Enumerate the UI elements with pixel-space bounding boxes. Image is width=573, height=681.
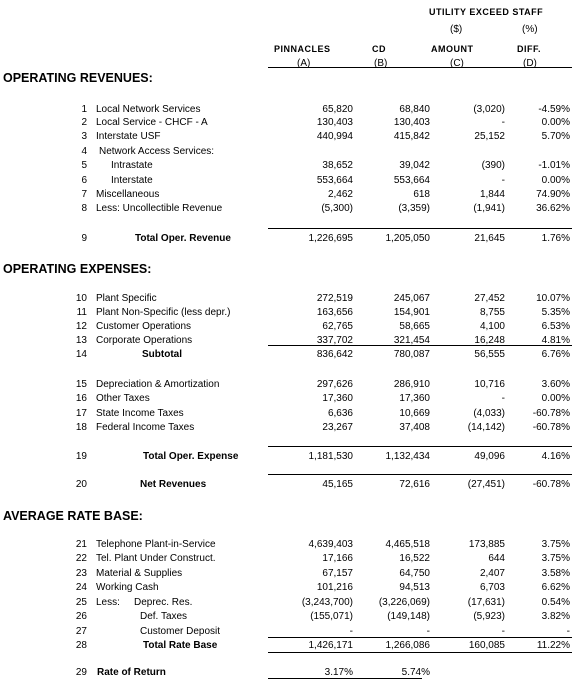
header-super-title: UTILITY EXCEED STAFF	[429, 7, 544, 17]
row-value-d: 0.54%	[541, 597, 570, 608]
row-value-b: -	[426, 626, 430, 637]
row-value-b: 37,408	[399, 422, 430, 433]
header-underline	[268, 67, 572, 68]
row-label: Interstate USF	[96, 131, 161, 142]
row-value-d: 11.22%	[536, 640, 570, 651]
row-value-d: 4.16%	[541, 451, 570, 462]
row-number: 25	[75, 597, 87, 608]
row-value-d: 6.76%	[541, 349, 570, 360]
row-label: Def. Taxes	[140, 611, 188, 622]
header-col-d: DIFF.	[517, 44, 541, 54]
row-value-a: 2,462	[327, 189, 353, 200]
row-label: Total Rate Base	[143, 640, 218, 651]
header-col-b: CD	[372, 44, 386, 54]
row-value-b: 154,901	[393, 307, 430, 318]
row-label: Customer Operations	[96, 321, 192, 332]
row-label: Telephone Plant-in-Service	[96, 539, 216, 550]
row-value-c: 644	[488, 553, 505, 564]
row-value-b: 1,266,086	[385, 640, 430, 651]
row-label: Material & Supplies	[96, 568, 183, 579]
row-label: Subtotal	[142, 349, 182, 360]
row-value-a: 3.17%	[324, 667, 353, 678]
row-value-c: 8,755	[479, 307, 505, 318]
row-value-a: 163,656	[316, 307, 353, 318]
row-value-b: 72,616	[399, 479, 430, 490]
row-number: 19	[75, 451, 87, 462]
row-value-b: 130,403	[393, 117, 430, 128]
row-value-a: 101,216	[316, 582, 353, 593]
header-unit-dollar: ($)	[450, 24, 463, 35]
row-value-d: 5.35%	[541, 307, 570, 318]
row-value-b: 245,067	[393, 293, 430, 304]
row-value-a: 836,642	[316, 349, 353, 360]
row-value-d: 3.82%	[541, 611, 570, 622]
row-value-d: -	[566, 626, 570, 637]
row-number: 11	[76, 307, 87, 318]
row-label: Depreciation & Amortization	[96, 379, 220, 390]
row-value-a: 1,226,695	[308, 233, 353, 244]
row-label: Working Cash	[96, 582, 159, 593]
row-value-a: (5,300)	[321, 203, 353, 214]
row-number: 20	[75, 479, 87, 490]
row-value-b: 5.74%	[401, 667, 430, 678]
row-label: Federal Income Taxes	[96, 422, 195, 433]
row-value-d: -60.78%	[532, 479, 570, 490]
row-value-a: 1,181,530	[308, 451, 353, 462]
row-value-c: 2,407	[479, 568, 505, 579]
rule-rate-base-bottom	[268, 652, 572, 653]
row-value-c: -	[501, 626, 505, 637]
row-value-d: -1.01%	[538, 160, 570, 171]
row-value-c: -	[501, 117, 505, 128]
section-average-rate-base: AVERAGE RATE BASE:	[3, 509, 143, 523]
row-value-c: (3,020)	[473, 104, 505, 115]
row-value-a: 440,994	[316, 131, 353, 142]
row-value-c: 21,645	[474, 233, 505, 244]
row-value-d: 5.70%	[541, 131, 570, 142]
row-number: 21	[75, 539, 87, 550]
row-number: 1	[81, 104, 87, 115]
row-value-d: 10.07%	[536, 293, 570, 304]
header-unit-pct: (%)	[522, 24, 538, 35]
row-value-a: 337,702	[316, 335, 353, 346]
row-value-c: 25,152	[474, 131, 505, 142]
row-value-a: 23,267	[322, 422, 353, 433]
row-label: Other Taxes	[96, 393, 150, 404]
row-number: 10	[75, 293, 87, 304]
row-label: Interstate	[111, 175, 153, 186]
row-value-d: 3.60%	[541, 379, 570, 390]
row-value-c: 27,452	[474, 293, 505, 304]
header-letter-a: (A)	[297, 58, 311, 69]
row-number: 2	[81, 117, 87, 128]
row-value-b: (149,148)	[387, 611, 430, 622]
row-value-b: (3,359)	[398, 203, 430, 214]
row-value-c: 56,555	[474, 349, 505, 360]
row-value-b: 4,465,518	[385, 539, 430, 550]
row-value-b: 10,669	[399, 408, 430, 419]
row-value-b: 68,840	[399, 104, 430, 115]
row-value-a: 67,157	[322, 568, 353, 579]
row-number: 4	[81, 146, 87, 157]
rule-total-expense-top	[268, 446, 572, 447]
row-value-b: 39,042	[399, 160, 430, 171]
row-value-c: (27,451)	[467, 479, 505, 490]
row-label: Customer Deposit	[140, 626, 221, 637]
row-value-b: 286,910	[393, 379, 430, 390]
row-number: 14	[75, 349, 87, 360]
section-operating-revenues: OPERATING REVENUES:	[3, 71, 153, 85]
rule-net-revenue-top	[268, 474, 572, 475]
row-value-c: 10,716	[474, 379, 505, 390]
row-value-a: 38,652	[322, 160, 353, 171]
row-value-c: (4,033)	[473, 408, 505, 419]
row-value-a: 130,403	[316, 117, 353, 128]
row-value-a: 62,765	[322, 321, 353, 332]
row-label: Rate of Return	[97, 667, 166, 678]
row-label: Local Network Services	[96, 104, 201, 115]
row-value-d: 3.75%	[541, 553, 570, 564]
row-label: Plant Non-Specific (less depr.)	[96, 307, 231, 318]
row-label: Corporate Operations	[96, 335, 193, 346]
rule-rate-of-return-bottom	[268, 678, 422, 679]
row-number: 16	[75, 393, 87, 404]
row-number: 9	[81, 233, 87, 244]
rule-total-revenue-top	[268, 228, 572, 229]
row-value-b: 780,087	[393, 349, 430, 360]
row-value-c: (1,941)	[473, 203, 505, 214]
row-value-c: 49,096	[474, 451, 505, 462]
row-value-a: 6,636	[327, 408, 353, 419]
row-value-d: 0.00%	[541, 117, 570, 128]
row-value-a: 553,664	[316, 175, 353, 186]
rule-rate-base-top	[268, 637, 572, 638]
row-value-b: (3,226,069)	[378, 597, 430, 608]
row-value-c: -	[501, 393, 505, 404]
row-value-d: 0.00%	[541, 175, 570, 186]
row-value-a: 45,165	[322, 479, 353, 490]
row-value-c: 173,885	[468, 539, 505, 550]
row-value-c: (390)	[481, 160, 505, 171]
row-label: Tel. Plant Under Construct.	[96, 553, 216, 564]
row-label: State Income Taxes	[96, 408, 184, 419]
row-number: 7	[81, 189, 87, 200]
row-value-d: 36.62%	[536, 203, 570, 214]
row-value-b: 1,205,050	[385, 233, 430, 244]
row-value-a: 17,360	[322, 393, 353, 404]
row-label: Plant Specific	[96, 293, 157, 304]
row-value-b: 415,842	[393, 131, 430, 142]
row-value-b: 1,132,434	[385, 451, 430, 462]
row-number: 28	[75, 640, 87, 651]
row-value-a: 17,166	[322, 553, 353, 564]
row-number: 6	[81, 175, 87, 186]
row-value-c: (17,631)	[467, 597, 505, 608]
row-value-b: 64,750	[399, 568, 430, 579]
row-label: Less: Uncollectible Revenue	[96, 203, 223, 214]
section-operating-expenses: OPERATING EXPENSES:	[3, 262, 152, 276]
row-value-b: 94,513	[399, 582, 430, 593]
row-value-d: 6.53%	[541, 321, 570, 332]
row-value-c: 1,844	[479, 189, 505, 200]
header-letter-c: (C)	[450, 58, 464, 69]
row-number: 8	[81, 203, 87, 214]
row-value-d: 0.00%	[541, 393, 570, 404]
row-value-a: 272,519	[316, 293, 353, 304]
row-value-c: 16,248	[474, 335, 505, 346]
header-col-c: AMOUNT	[431, 44, 474, 54]
row-value-d: 3.75%	[541, 539, 570, 550]
row-number: 17	[75, 408, 87, 419]
row-label: Intrastate	[111, 160, 153, 171]
row-value-a: 1,426,171	[308, 640, 353, 651]
row-value-d: 3.58%	[541, 568, 570, 579]
rule-subtotal-top	[268, 345, 572, 346]
row-number: 26	[75, 611, 87, 622]
row-value-a: 297,626	[316, 379, 353, 390]
row-value-b: 618	[413, 189, 430, 200]
row-number: 18	[75, 422, 87, 433]
row-value-d: 1.76%	[541, 233, 570, 244]
row-number: 3	[81, 131, 87, 142]
row-label-secondary: Deprec. Res.	[134, 597, 193, 608]
row-value-b: 553,664	[393, 175, 430, 186]
row-value-a: (3,243,700)	[301, 597, 353, 608]
row-value-b: 321,454	[393, 335, 430, 346]
row-value-d: 6.62%	[541, 582, 570, 593]
row-number: 22	[75, 553, 87, 564]
row-number: 5	[81, 160, 87, 171]
row-value-c: -	[501, 175, 505, 186]
row-value-c: (14,142)	[467, 422, 505, 433]
row-value-a: (155,071)	[310, 611, 353, 622]
row-label: Less:	[96, 597, 120, 608]
row-label: Net Revenues	[140, 479, 207, 490]
row-number: 15	[75, 379, 87, 390]
row-value-d: 4.81%	[541, 335, 570, 346]
row-value-c: 4,100	[479, 321, 505, 332]
row-label: Total Oper. Revenue	[135, 233, 231, 244]
header-col-a: PINNACLES	[274, 44, 331, 54]
row-label: Total Oper. Expense	[143, 451, 239, 462]
row-value-c: 160,085	[468, 640, 505, 651]
row-value-a: 65,820	[322, 104, 353, 115]
row-value-a: 4,639,403	[308, 539, 353, 550]
row-value-d: -60.78%	[532, 422, 570, 433]
row-value-c: (5,923)	[473, 611, 505, 622]
row-number: 24	[75, 582, 87, 593]
row-number: 12	[75, 321, 87, 332]
row-value-d: -60.78%	[532, 408, 570, 419]
row-number: 13	[75, 335, 87, 346]
row-value-b: 58,665	[399, 321, 430, 332]
row-value-b: 17,360	[399, 393, 430, 404]
row-label: Local Service - CHCF - A	[96, 117, 208, 128]
row-value-a: -	[349, 626, 353, 637]
row-number: 27	[75, 626, 87, 637]
header-letter-d: (D)	[523, 58, 537, 69]
row-value-b: 16,522	[399, 553, 430, 564]
row-value-c: 6,703	[479, 582, 505, 593]
header-letter-b: (B)	[374, 58, 388, 69]
row-number: 29	[75, 667, 87, 678]
row-value-d: -4.59%	[538, 104, 570, 115]
row-label: Network Access Services:	[99, 146, 215, 157]
row-value-d: 74.90%	[536, 189, 570, 200]
row-number: 23	[75, 568, 87, 579]
row-label: Miscellaneous	[96, 189, 160, 200]
